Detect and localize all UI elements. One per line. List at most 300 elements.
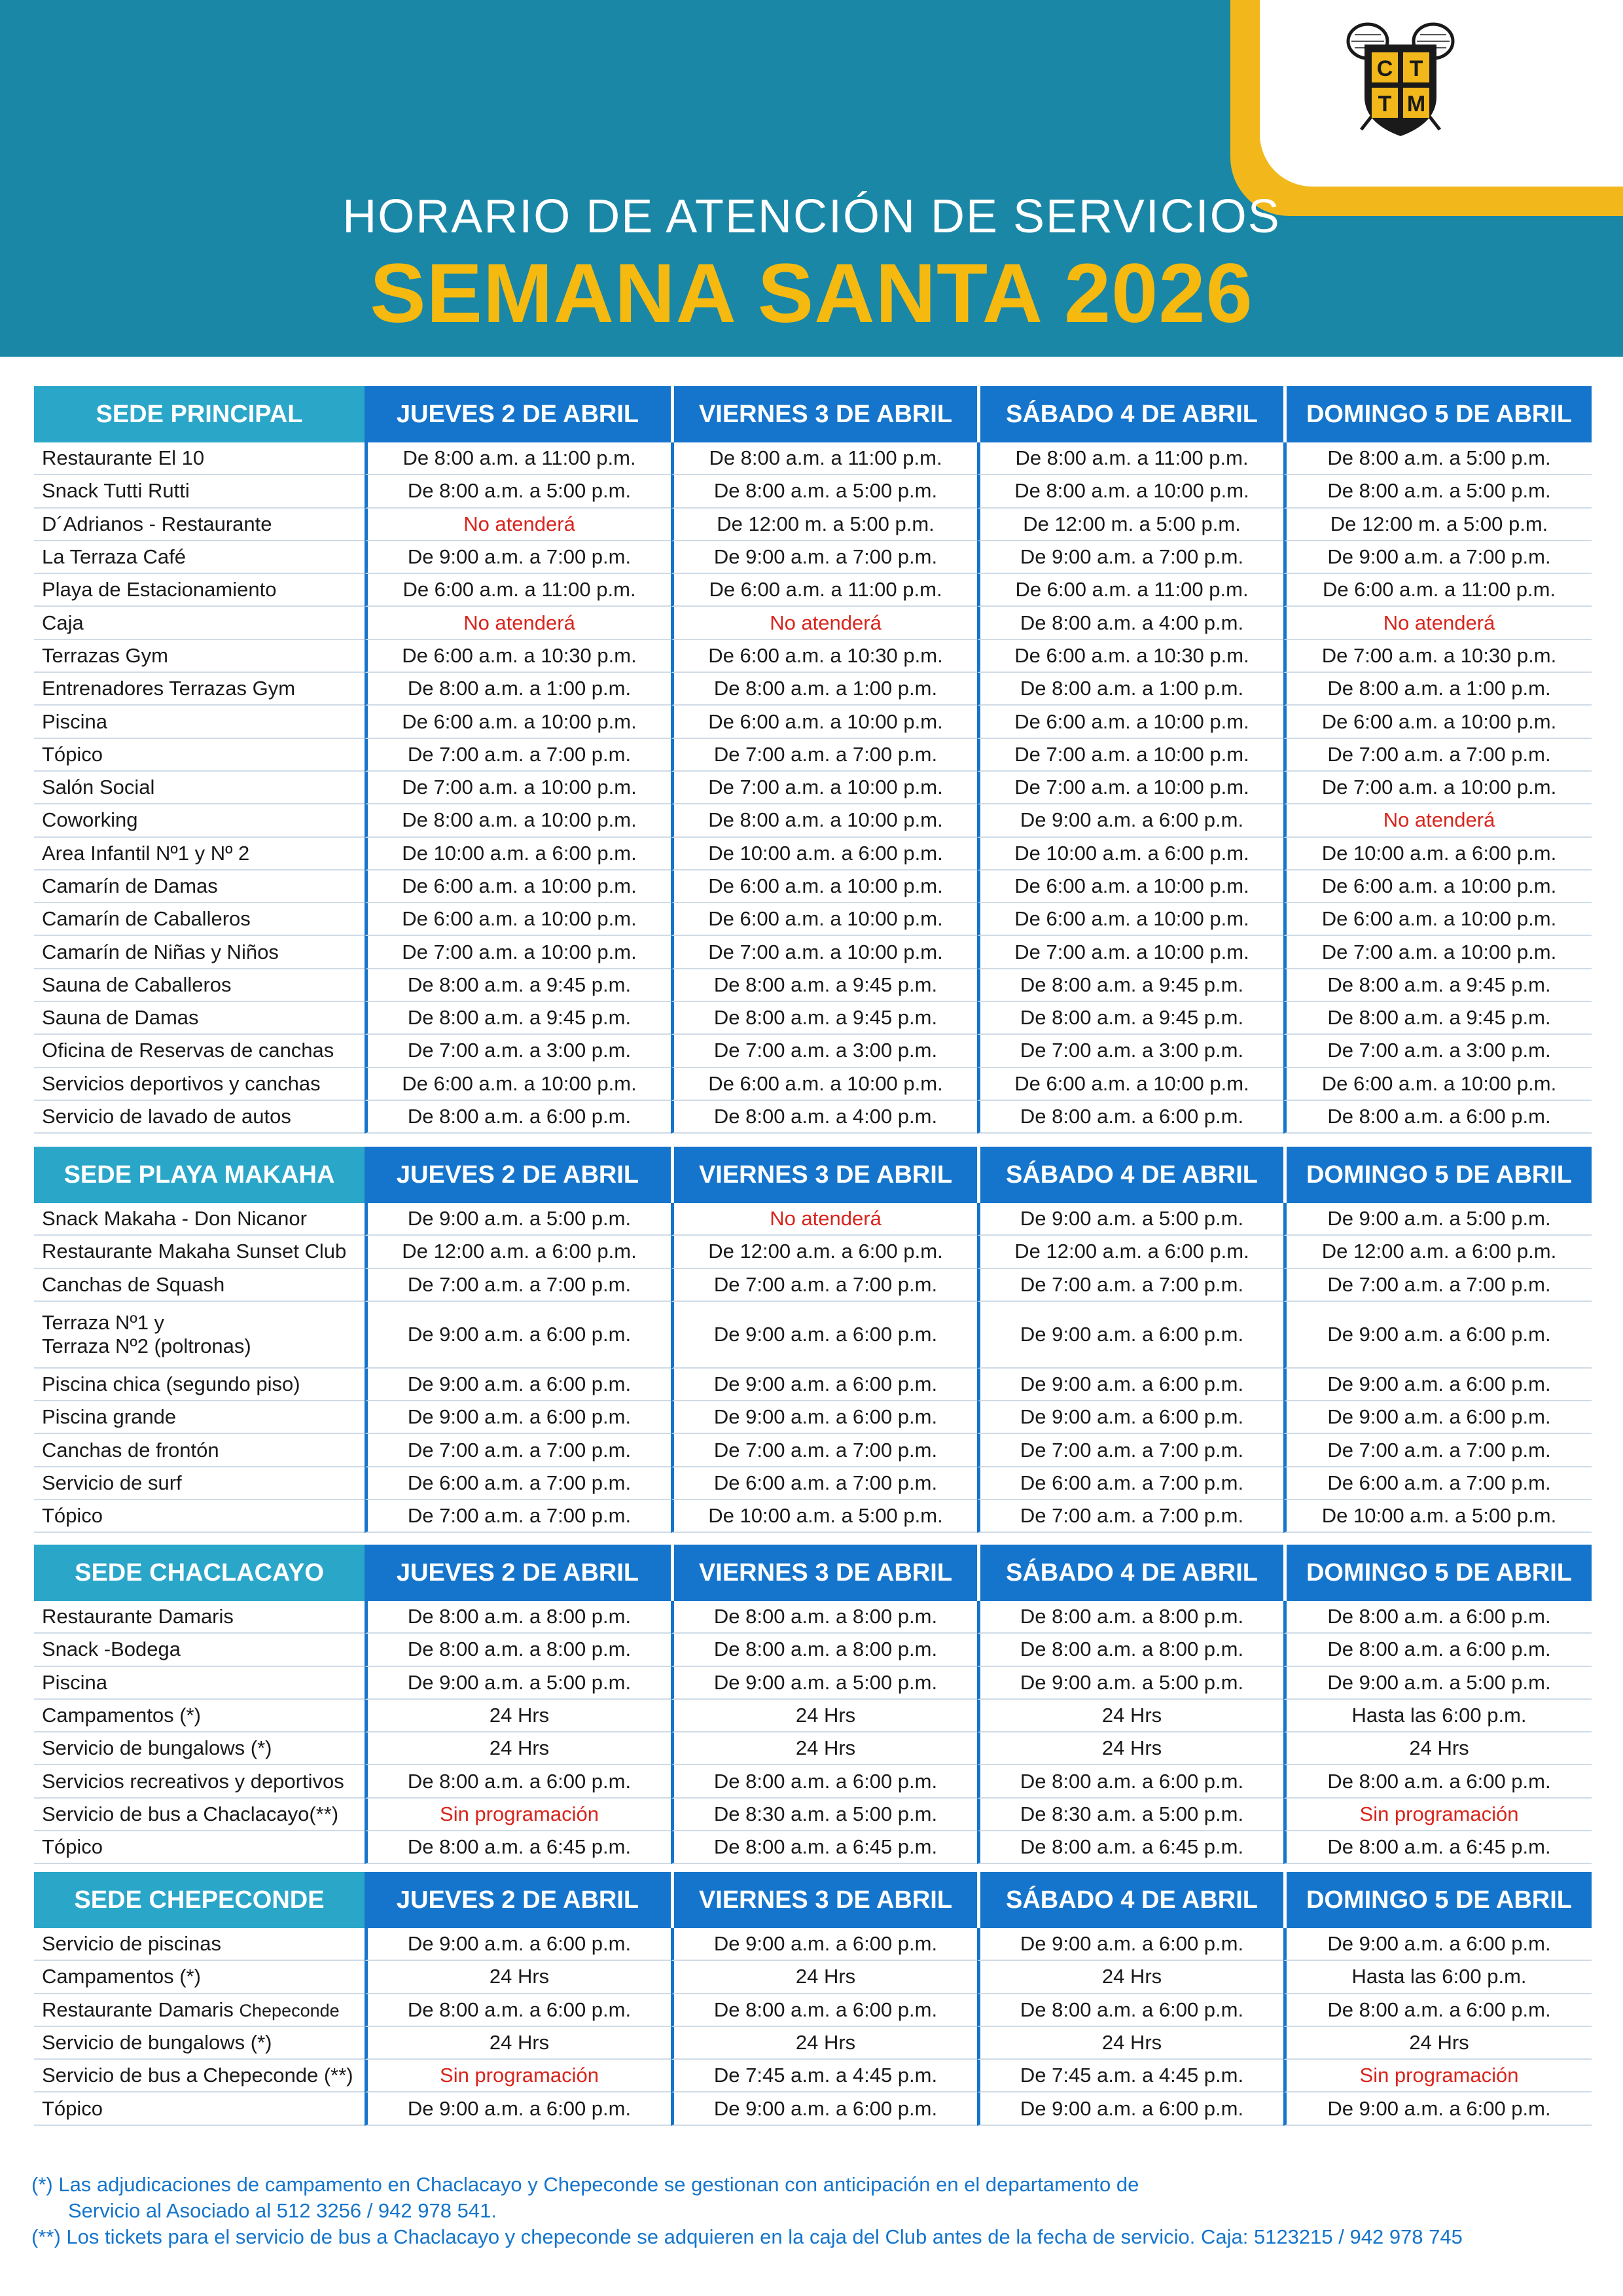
- service-name-text: Oficina de Reservas de canchas: [42, 1039, 334, 1062]
- hours-cell: De 6:00 a.m. a 10:00 p.m.: [671, 1068, 977, 1101]
- service-row: [34, 442, 1592, 475]
- hours-cell: De 8:00 a.m. a 10:00 p.m.: [977, 475, 1283, 508]
- service-name-text: Caja: [42, 611, 84, 634]
- hours-cell: 24 Hrs: [1283, 2027, 1592, 2060]
- hours-cell: No atenderá: [1283, 607, 1592, 639]
- hours-cell: De 8:00 a.m. a 6:00 p.m.: [977, 1765, 1283, 1798]
- hours-cell: De 7:00 a.m. a 7:00 p.m.: [977, 1269, 1283, 1302]
- hours-cell: De 8:00 a.m. a 1:00 p.m.: [365, 673, 671, 706]
- hours-cell: De 9:00 a.m. a 6:00 p.m.: [671, 1369, 977, 1401]
- hours-cell: De 12:00 m. a 5:00 p.m.: [977, 509, 1283, 541]
- service-name: [34, 1401, 365, 1434]
- hours-cell: De 10:00 a.m. a 6:00 p.m.: [671, 838, 977, 870]
- hours-cell: De 8:00 a.m. a 4:00 p.m.: [977, 607, 1283, 639]
- service-name-text: Tópico: [42, 1835, 103, 1859]
- hours-cell: De 7:00 a.m. a 3:00 p.m.: [977, 1035, 1283, 1067]
- hours-cell: De 7:00 a.m. a 7:00 p.m.: [365, 1500, 671, 1533]
- service-name: [34, 1002, 365, 1035]
- hours-cell: De 9:00 a.m. a 6:00 p.m.: [671, 2092, 977, 2125]
- hours-cell: De 12:00 a.m. a 6:00 p.m.: [365, 1236, 671, 1268]
- hours-cell: De 7:00 a.m. a 3:00 p.m.: [671, 1035, 977, 1067]
- hours-cell: De 8:00 a.m. a 9:45 p.m.: [1283, 1002, 1592, 1035]
- service-name-text: La Terraza Café: [42, 545, 186, 569]
- service-row: [34, 574, 1592, 607]
- service-name-text: Terrazas Gym: [42, 643, 168, 667]
- hours-cell: De 9:00 a.m. a 6:00 p.m.: [1283, 1302, 1592, 1369]
- hours-cell: De 7:00 a.m. a 7:00 p.m.: [365, 1434, 671, 1467]
- service-name: [34, 1500, 365, 1533]
- hours-cell: De 6:00 a.m. a 11:00 p.m.: [365, 574, 671, 607]
- sede-chepeconde-table: [34, 1872, 1592, 2126]
- service-row: [34, 475, 1592, 508]
- service-name-text: Camarín de Niñas y Niños: [42, 940, 279, 963]
- schedule-table: [34, 386, 1592, 1134]
- schedule-table: [34, 1872, 1592, 2126]
- service-name-text: Terraza Nº1 y: [42, 1310, 165, 1334]
- hours-cell: De 8:00 a.m. a 9:45 p.m.: [365, 1002, 671, 1035]
- service-row: [34, 1101, 1592, 1134]
- service-name-text: Snack Makaha - Don Nicanor: [42, 1207, 307, 1230]
- service-name: [34, 1799, 365, 1831]
- hours-cell: De 8:00 a.m. a 9:45 p.m.: [671, 1002, 977, 1035]
- service-name-text: Servicio de bus a Chepeconde (**): [42, 2064, 353, 2087]
- service-row: [34, 1269, 1592, 1302]
- hours-cell: De 8:00 a.m. a 6:00 p.m.: [365, 1765, 671, 1798]
- service-name: [34, 1035, 365, 1067]
- service-row: [34, 1765, 1592, 1798]
- day-header: SÁBADO 4 DE ABRIL: [977, 386, 1283, 442]
- day-header: DOMINGO 5 DE ABRIL: [1283, 1872, 1592, 1928]
- hours-cell: De 8:00 a.m. a 6:00 p.m.: [1283, 1634, 1592, 1666]
- hours-cell: De 7:00 a.m. a 10:00 p.m.: [365, 936, 671, 969]
- hours-cell: De 12:00 a.m. a 6:00 p.m.: [1283, 1236, 1592, 1268]
- hours-cell: De 8:00 a.m. a 1:00 p.m.: [671, 673, 977, 706]
- hours-cell: 24 Hrs: [977, 1732, 1283, 1765]
- hours-cell: De 8:00 a.m. a 8:00 p.m.: [365, 1601, 671, 1634]
- hours-cell: De 7:00 a.m. a 3:00 p.m.: [1283, 1035, 1592, 1067]
- hours-cell: De 9:00 a.m. a 6:00 p.m.: [671, 1401, 977, 1434]
- hours-cell: De 6:00 a.m. a 10:30 p.m.: [671, 640, 977, 673]
- service-row: [34, 1831, 1592, 1864]
- service-name: [34, 607, 365, 639]
- day-header: JUEVES 2 DE ABRIL: [365, 386, 671, 442]
- service-name: [34, 1667, 365, 1700]
- hours-cell: De 9:00 a.m. a 6:00 p.m.: [671, 1302, 977, 1369]
- hours-cell: De 8:00 a.m. a 6:00 p.m.: [671, 1994, 977, 2027]
- club-logo: [1335, 18, 1466, 143]
- service-row: [34, 2060, 1592, 2092]
- hours-cell: De 8:00 a.m. a 1:00 p.m.: [977, 673, 1283, 706]
- service-row: [34, 1601, 1592, 1634]
- hours-cell: De 7:00 a.m. a 10:00 p.m.: [1283, 772, 1592, 804]
- sede-chaclacayo-table: [34, 1545, 1592, 1864]
- sede-title: SEDE CHACLACAYO: [34, 1545, 365, 1601]
- service-row: [34, 1002, 1592, 1035]
- service-name: [34, 1700, 365, 1732]
- service-row: [34, 1434, 1592, 1467]
- hours-cell: De 8:00 a.m. a 6:45 p.m.: [671, 1831, 977, 1864]
- logo-letter-3: T: [1378, 92, 1392, 117]
- day-header: JUEVES 2 DE ABRIL: [365, 1872, 671, 1928]
- service-name-text: Snack -Bodega: [42, 1638, 181, 1661]
- hours-cell: De 7:00 a.m. a 10:00 p.m.: [977, 772, 1283, 804]
- service-row: [34, 2027, 1592, 2060]
- service-name: [34, 804, 365, 837]
- hours-cell: De 9:00 a.m. a 5:00 p.m.: [1283, 1203, 1592, 1236]
- service-row: [34, 1236, 1592, 1268]
- service-name: [34, 1203, 365, 1236]
- hours-cell: De 7:00 a.m. a 7:00 p.m.: [671, 1434, 977, 1467]
- hours-cell: De 8:30 a.m. a 5:00 p.m.: [977, 1799, 1283, 1831]
- service-row: [34, 1799, 1592, 1831]
- hours-cell: De 6:00 a.m. a 10:00 p.m.: [365, 1068, 671, 1101]
- hours-cell: De 8:00 a.m. a 11:00 p.m.: [977, 442, 1283, 475]
- hours-cell: De 6:00 a.m. a 10:00 p.m.: [977, 903, 1283, 936]
- hours-cell: De 9:00 a.m. a 7:00 p.m.: [977, 541, 1283, 574]
- hours-cell: De 9:00 a.m. a 6:00 p.m.: [365, 1928, 671, 1961]
- day-header: VIERNES 3 DE ABRIL: [671, 1545, 977, 1601]
- hours-cell: De 7:00 a.m. a 7:00 p.m.: [365, 1269, 671, 1302]
- hours-cell: De 12:00 m. a 5:00 p.m.: [671, 509, 977, 541]
- hours-cell: De 7:00 a.m. a 10:30 p.m.: [1283, 640, 1592, 673]
- hours-cell: De 9:00 a.m. a 6:00 p.m.: [365, 2092, 671, 2125]
- hours-cell: De 8:00 a.m. a 6:00 p.m.: [977, 1994, 1283, 2027]
- service-name: [34, 903, 365, 936]
- service-name-text: Coworking: [42, 808, 138, 832]
- service-name-text: Canchas de Squash: [42, 1272, 225, 1296]
- hours-cell: De 6:00 a.m. a 10:00 p.m.: [671, 870, 977, 903]
- hours-cell: De 7:00 a.m. a 7:00 p.m.: [365, 739, 671, 772]
- service-name: [34, 2027, 365, 2060]
- service-row: [34, 1994, 1592, 2027]
- hours-cell: De 8:00 a.m. a 8:00 p.m.: [365, 1634, 671, 1666]
- service-name: [34, 870, 365, 903]
- hours-cell: De 9:00 a.m. a 5:00 p.m.: [671, 1667, 977, 1700]
- hours-cell: De 6:00 a.m. a 11:00 p.m.: [977, 574, 1283, 607]
- service-row: [34, 1369, 1592, 1401]
- hours-cell: De 6:00 a.m. a 10:00 p.m.: [1283, 1068, 1592, 1101]
- service-name-suffix: Chepeconde: [239, 2000, 340, 2020]
- service-name: [34, 1634, 365, 1666]
- service-row: [34, 640, 1592, 673]
- service-name: [34, 969, 365, 1002]
- service-name: [34, 936, 365, 969]
- service-row: [34, 838, 1592, 870]
- page-header: [0, 0, 1623, 357]
- schedule-table: [34, 1545, 1592, 1864]
- sede-principal-table: [34, 386, 1592, 1134]
- service-row: [34, 1700, 1592, 1732]
- hours-cell: De 9:00 a.m. a 5:00 p.m.: [365, 1667, 671, 1700]
- service-row: [34, 804, 1592, 837]
- service-name-text: Restaurante El 10: [42, 446, 205, 470]
- hours-cell: De 12:00 a.m. a 6:00 p.m.: [671, 1236, 977, 1268]
- service-row: [34, 739, 1592, 772]
- service-name: [34, 1732, 365, 1765]
- hours-cell: De 7:00 a.m. a 10:00 p.m.: [977, 936, 1283, 969]
- hours-cell: De 8:00 a.m. a 9:45 p.m.: [977, 1002, 1283, 1035]
- hours-cell: De 6:00 a.m. a 10:00 p.m.: [977, 1068, 1283, 1101]
- service-name: [34, 1236, 365, 1268]
- service-name: [34, 1302, 365, 1369]
- hours-cell: De 8:00 a.m. a 8:00 p.m.: [977, 1601, 1283, 1634]
- hours-cell: De 8:00 a.m. a 6:00 p.m.: [365, 1101, 671, 1134]
- service-name-text: Entrenadores Terrazas Gym: [42, 677, 296, 700]
- service-name-text: Camarín de Caballeros: [42, 907, 251, 931]
- service-row: [34, 673, 1592, 706]
- service-name-text: Restaurante Makaha Sunset Club: [42, 1240, 347, 1263]
- hours-cell: 24 Hrs: [671, 1961, 977, 1994]
- hours-cell: De 8:00 a.m. a 6:00 p.m.: [1283, 1601, 1592, 1634]
- hours-cell: De 8:00 a.m. a 6:45 p.m.: [1283, 1831, 1592, 1864]
- hours-cell: De 9:00 a.m. a 6:00 p.m.: [977, 1401, 1283, 1434]
- hours-cell: Hasta las 6:00 p.m.: [1283, 1700, 1592, 1732]
- hours-cell: De 6:00 a.m. a 10:00 p.m.: [365, 870, 671, 903]
- hours-cell: De 6:00 a.m. a 7:00 p.m.: [1283, 1467, 1592, 1500]
- service-row: [34, 1961, 1592, 1994]
- service-name: [34, 739, 365, 772]
- service-name: [34, 1467, 365, 1500]
- service-row: [34, 1667, 1592, 1700]
- hours-cell: De 8:00 a.m. a 4:00 p.m.: [671, 1101, 977, 1134]
- service-name-text: Servicio de bungalows (*): [42, 1736, 272, 1760]
- hours-cell: De 9:00 a.m. a 6:00 p.m.: [1283, 1401, 1592, 1434]
- day-header: VIERNES 3 DE ABRIL: [671, 1147, 977, 1203]
- sede-title: SEDE PLAYA MAKAHA: [34, 1147, 365, 1203]
- service-row: [34, 1467, 1592, 1500]
- hours-cell: De 9:00 a.m. a 6:00 p.m.: [671, 1928, 977, 1961]
- service-name: [34, 1068, 365, 1101]
- day-header: SÁBADO 4 DE ABRIL: [977, 1147, 1283, 1203]
- service-name: [34, 442, 365, 475]
- hours-cell: De 12:00 a.m. a 6:00 p.m.: [977, 1236, 1283, 1268]
- hours-cell: De 6:00 a.m. a 10:00 p.m.: [365, 706, 671, 738]
- service-name-text: Piscina: [42, 709, 107, 733]
- hours-cell: De 8:00 a.m. a 6:00 p.m.: [1283, 1101, 1592, 1134]
- sede-title: SEDE CHEPECONDE: [34, 1872, 365, 1928]
- hours-cell: Sin programación: [1283, 1799, 1592, 1831]
- hours-cell: De 8:00 a.m. a 10:00 p.m.: [671, 804, 977, 837]
- service-name-text: Area Infantil Nº1 y Nº 2: [42, 841, 250, 865]
- service-name: [34, 1369, 365, 1401]
- hours-cell: De 9:00 a.m. a 6:00 p.m.: [977, 1369, 1283, 1401]
- hours-cell: De 8:00 a.m. a 11:00 p.m.: [671, 442, 977, 475]
- schedule-table: [34, 1147, 1592, 1533]
- hours-cell: No atenderá: [1283, 804, 1592, 837]
- hours-cell: De 6:00 a.m. a 10:00 p.m.: [365, 903, 671, 936]
- service-row: [34, 936, 1592, 969]
- hours-cell: No atenderá: [671, 1203, 977, 1236]
- service-name-text: D´Adrianos - Restaurante: [42, 512, 272, 535]
- service-row: [34, 1302, 1592, 1369]
- hours-cell: De 7:00 a.m. a 7:00 p.m.: [1283, 739, 1592, 772]
- hours-cell: De 6:00 a.m. a 11:00 p.m.: [1283, 574, 1592, 607]
- hours-cell: De 7:00 a.m. a 10:00 p.m.: [671, 936, 977, 969]
- service-name-text: Tópico: [42, 742, 103, 766]
- logo-letter-2: T: [1409, 56, 1423, 81]
- service-name-text: Sauna de Caballeros: [42, 973, 232, 996]
- service-name: [34, 1765, 365, 1798]
- hours-cell: De 6:00 a.m. a 10:00 p.m.: [1283, 706, 1592, 738]
- hours-cell: De 6:00 a.m. a 10:00 p.m.: [671, 903, 977, 936]
- hours-cell: De 7:00 a.m. a 3:00 p.m.: [365, 1035, 671, 1067]
- hours-cell: De 12:00 m. a 5:00 p.m.: [1283, 509, 1592, 541]
- hours-cell: De 6:00 a.m. a 10:30 p.m.: [977, 640, 1283, 673]
- hours-cell: De 8:00 a.m. a 8:00 p.m.: [671, 1601, 977, 1634]
- service-name-text: Servicio de bus a Chaclacayo(**): [42, 1802, 339, 1825]
- footnote-1: (*) Las adjudicaciones de campamento en Chaclacayo y Chepeconde se gestionan con anticipación en el departamento de: [31, 2173, 1139, 2196]
- sede-title: SEDE PRINCIPAL: [34, 386, 365, 442]
- hours-cell: De 9:00 a.m. a 6:00 p.m.: [1283, 1369, 1592, 1401]
- hours-cell: De 7:00 a.m. a 10:00 p.m.: [977, 739, 1283, 772]
- hours-cell: De 8:00 a.m. a 5:00 p.m.: [1283, 442, 1592, 475]
- hours-cell: De 8:00 a.m. a 11:00 p.m.: [365, 442, 671, 475]
- hours-cell: De 8:00 a.m. a 6:00 p.m.: [671, 1765, 977, 1798]
- hours-cell: De 10:00 a.m. a 5:00 p.m.: [671, 1500, 977, 1533]
- hours-cell: 24 Hrs: [977, 2027, 1283, 2060]
- hours-cell: De 7:00 a.m. a 10:00 p.m.: [671, 772, 977, 804]
- service-name-text: Sauna de Damas: [42, 1006, 199, 1030]
- hours-cell: De 9:00 a.m. a 7:00 p.m.: [1283, 541, 1592, 574]
- hours-cell: De 7:00 a.m. a 7:00 p.m.: [1283, 1434, 1592, 1467]
- service-name: [34, 1601, 365, 1634]
- page-subtitle: SEMANA SANTA 2026: [370, 247, 1253, 340]
- hours-cell: De 8:00 a.m. a 8:00 p.m.: [671, 1634, 977, 1666]
- service-name: [34, 1994, 365, 2027]
- service-name-text: Piscina: [42, 1670, 107, 1694]
- hours-cell: De 8:00 a.m. a 10:00 p.m.: [365, 804, 671, 837]
- service-name: [34, 1269, 365, 1302]
- service-name-text: Snack Tutti Rutti: [42, 479, 190, 503]
- hours-cell: De 8:00 a.m. a 6:00 p.m.: [1283, 1765, 1592, 1798]
- day-header: DOMINGO 5 DE ABRIL: [1283, 1147, 1592, 1203]
- service-name-text: Servicio de piscinas: [42, 1932, 221, 1956]
- hours-cell: De 6:00 a.m. a 10:00 p.m.: [1283, 870, 1592, 903]
- hours-cell: De 6:00 a.m. a 7:00 p.m.: [977, 1467, 1283, 1500]
- service-row: [34, 870, 1592, 903]
- service-name: [34, 1961, 365, 1994]
- hours-cell: No atenderá: [671, 607, 977, 639]
- hours-cell: De 9:00 a.m. a 6:00 p.m.: [365, 1302, 671, 1369]
- service-name-text: Canchas de frontón: [42, 1438, 219, 1462]
- service-name-text: Servicio de bungalows (*): [42, 2031, 272, 2054]
- hours-cell: 24 Hrs: [1283, 1732, 1592, 1765]
- service-row: [34, 1634, 1592, 1666]
- service-name-text: Servicios recreativos y deportivos: [42, 1769, 344, 1793]
- hours-cell: De 7:45 a.m. a 4:45 p.m.: [671, 2060, 977, 2092]
- service-row: [34, 1035, 1592, 1067]
- hours-cell: De 9:00 a.m. a 5:00 p.m.: [365, 1203, 671, 1236]
- day-header: SÁBADO 4 DE ABRIL: [977, 1545, 1283, 1601]
- day-header: JUEVES 2 DE ABRIL: [365, 1147, 671, 1203]
- service-row: [34, 903, 1592, 936]
- service-row: [34, 2092, 1592, 2125]
- hours-cell: De 8:00 a.m. a 5:00 p.m.: [1283, 475, 1592, 508]
- service-row: [34, 607, 1592, 639]
- service-name: [34, 541, 365, 574]
- service-row: [34, 1203, 1592, 1236]
- hours-cell: De 10:00 a.m. a 6:00 p.m.: [365, 838, 671, 870]
- hours-cell: De 9:00 a.m. a 6:00 p.m.: [365, 1369, 671, 1401]
- hours-cell: De 10:00 a.m. a 5:00 p.m.: [1283, 1500, 1592, 1533]
- hours-cell: No atenderá: [365, 607, 671, 639]
- hours-cell: De 6:00 a.m. a 10:30 p.m.: [365, 640, 671, 673]
- service-name-line2: Terraza Nº2 (poltronas): [42, 1334, 251, 1357]
- service-name-text: Campamentos (*): [42, 1704, 201, 1727]
- footnote-1-cont: Servicio al Asociado al 512 3256 / 942 978 541.: [68, 2199, 497, 2222]
- service-name: [34, 1928, 365, 1961]
- service-name-text: Piscina grande: [42, 1405, 177, 1429]
- hours-cell: De 7:00 a.m. a 7:00 p.m.: [671, 739, 977, 772]
- service-name-text: Playa de Estacionamiento: [42, 578, 277, 601]
- hours-cell: De 8:00 a.m. a 6:45 p.m.: [977, 1831, 1283, 1864]
- hours-cell: De 9:00 a.m. a 6:00 p.m.: [365, 1401, 671, 1434]
- hours-cell: De 8:00 a.m. a 6:00 p.m.: [1283, 1994, 1592, 2027]
- service-name: [34, 2092, 365, 2125]
- hours-cell: De 9:00 a.m. a 6:00 p.m.: [977, 1302, 1283, 1369]
- hours-cell: De 7:00 a.m. a 7:00 p.m.: [671, 1269, 977, 1302]
- hours-cell: De 8:00 a.m. a 9:45 p.m.: [977, 969, 1283, 1002]
- hours-cell: Sin programación: [365, 1799, 671, 1831]
- hours-cell: No atenderá: [365, 509, 671, 541]
- hours-cell: De 9:00 a.m. a 7:00 p.m.: [365, 541, 671, 574]
- hours-cell: De 10:00 a.m. a 6:00 p.m.: [977, 838, 1283, 870]
- service-name-text: Servicios deportivos y canchas: [42, 1071, 321, 1095]
- service-name: [34, 1101, 365, 1134]
- hours-cell: De 9:00 a.m. a 5:00 p.m.: [977, 1203, 1283, 1236]
- hours-cell: De 6:00 a.m. a 7:00 p.m.: [671, 1467, 977, 1500]
- hours-cell: De 6:00 a.m. a 10:00 p.m.: [977, 706, 1283, 738]
- service-name-text: Servicio de lavado de autos: [42, 1105, 291, 1128]
- hours-cell: De 8:00 a.m. a 9:45 p.m.: [365, 969, 671, 1002]
- service-name: [34, 640, 365, 673]
- hours-cell: De 9:00 a.m. a 6:00 p.m.: [1283, 1928, 1592, 1961]
- service-name: [34, 706, 365, 738]
- hours-cell: De 6:00 a.m. a 11:00 p.m.: [671, 574, 977, 607]
- hours-cell: De 6:00 a.m. a 10:00 p.m.: [977, 870, 1283, 903]
- hours-cell: De 9:00 a.m. a 6:00 p.m.: [977, 1928, 1283, 1961]
- day-header: DOMINGO 5 DE ABRIL: [1283, 386, 1592, 442]
- hours-cell: De 8:00 a.m. a 6:00 p.m.: [365, 1994, 671, 2027]
- hours-cell: De 7:00 a.m. a 7:00 p.m.: [1283, 1269, 1592, 1302]
- service-row: [34, 1068, 1592, 1101]
- service-name-text: Tópico: [42, 1504, 103, 1528]
- hours-cell: De 9:00 a.m. a 7:00 p.m.: [671, 541, 977, 574]
- service-name-text: Tópico: [42, 2096, 103, 2120]
- service-name-text: Servicio de surf: [42, 1471, 182, 1494]
- service-name: [34, 673, 365, 706]
- hours-cell: De 9:00 a.m. a 6:00 p.m.: [1283, 2092, 1592, 2125]
- service-name: [34, 772, 365, 804]
- service-name-text: Restaurante Damaris: [42, 1605, 234, 1628]
- hours-cell: De 10:00 a.m. a 6:00 p.m.: [1283, 838, 1592, 870]
- hours-cell: De 7:00 a.m. a 7:00 p.m.: [977, 1434, 1283, 1467]
- service-name: [34, 2060, 365, 2092]
- hours-cell: 24 Hrs: [365, 2027, 671, 2060]
- service-name: [34, 475, 365, 508]
- hours-cell: De 8:00 a.m. a 5:00 p.m.: [365, 475, 671, 508]
- logo-letter-1: C: [1376, 56, 1393, 81]
- hours-cell: De 8:00 a.m. a 6:45 p.m.: [365, 1831, 671, 1864]
- service-row: [34, 706, 1592, 738]
- hours-cell: De 8:00 a.m. a 6:00 p.m.: [977, 1101, 1283, 1134]
- hours-cell: 24 Hrs: [365, 1700, 671, 1732]
- service-row: [34, 1401, 1592, 1434]
- sede-playa-makaha-table: [34, 1147, 1592, 1533]
- service-name-text: Campamentos (*): [42, 1965, 201, 1988]
- service-row: [34, 541, 1592, 574]
- service-row: [34, 772, 1592, 804]
